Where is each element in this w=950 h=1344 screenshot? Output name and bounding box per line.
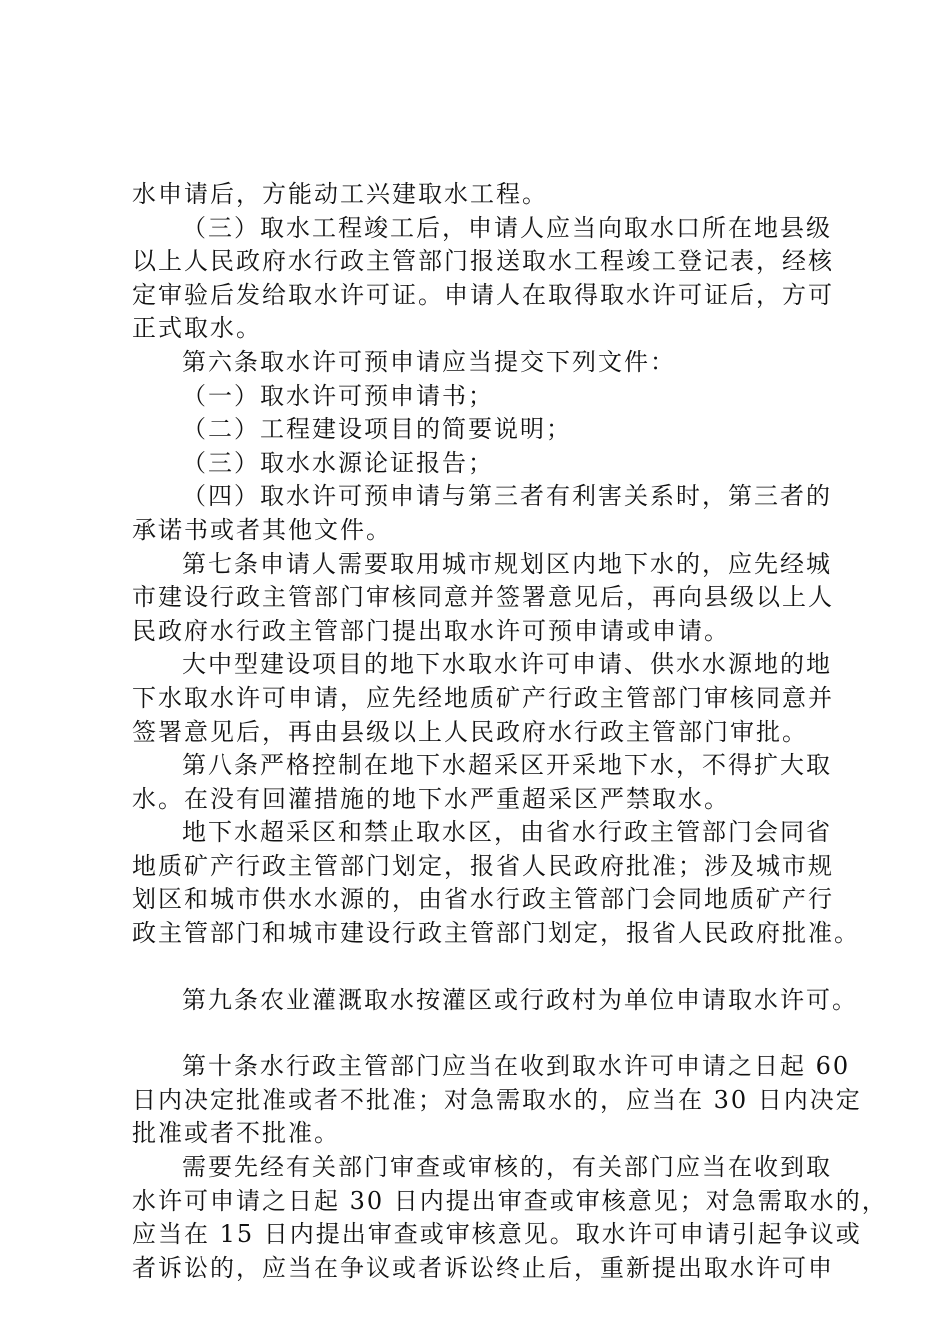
text-line: 者诉讼的，应当在争议或者诉讼终止后，重新提出取水许可申 (132, 1253, 834, 1282)
text-line: 批准或者不批准。 (132, 1119, 340, 1148)
text-line: 水许可申请之日起 30 日内提出审查或审核意见；对急需取水的， (132, 1186, 888, 1215)
text-line: 地质矿产行政主管部门划定，报省人民政府批准；涉及城市规 (132, 851, 834, 880)
text-line: 民政府水行政主管部门提出取水许可预申请或申请。 (132, 616, 730, 645)
text-line: 划区和城市供水水源的，由省水行政主管部门会同地质矿产行 (132, 885, 834, 914)
text-line: 水申请后，方能动工兴建取水工程。 (132, 180, 548, 208)
text-line: 需要先经有关部门审查或审核的，有关部门应当在收到取 (182, 1153, 832, 1182)
article-heading-6: 第六条取水许可预申请应当提交下列文件： (182, 347, 676, 376)
text-line: 大中型建设项目的地下水取水许可申请、供水水源地的地 (182, 650, 832, 679)
text-line: 以上人民政府水行政主管部门报送取水工程竣工登记表，经核 (132, 247, 834, 276)
text-line: 政主管部门和城市建设行政主管部门划定，报省人民政府批准。 (132, 919, 860, 948)
text-line: 水。在没有回灌措施的地下水严重超采区严禁取水。 (132, 784, 730, 813)
list-item: （三）取水水源论证报告； (182, 448, 494, 477)
text-line: 定审验后发给取水许可证。申请人在取得取水许可证后，方可 (132, 280, 834, 309)
text-line: 应当在 15 日内提出审查或审核意见。取水许可申请引起争议或 (132, 1220, 862, 1249)
text-line: 地下水超采区和禁止取水区，由省水行政主管部门会同省 (182, 818, 832, 847)
article-heading-7: 第七条申请人需要取用城市规划区内地下水的，应先经城 (182, 549, 832, 578)
document-body (132, 178, 888, 1285)
article-heading-10: 第十条水行政主管部门应当在收到取水许可申请之日起 60 (182, 1052, 851, 1081)
article-heading-9: 第九条农业灌溉取水按灌区或行政村为单位申请取水许可。 (182, 985, 858, 1014)
list-item: （一）取水许可预申请书； (182, 381, 494, 410)
text-line: 承诺书或者其他文件。 (132, 515, 392, 544)
text-line: 正式取水。 (132, 314, 262, 343)
text-line: 市建设行政主管部门审核同意并签署意见后，再向县级以上人 (132, 583, 834, 612)
list-item: （二）工程建设项目的简要说明； (182, 415, 572, 444)
article-heading-8: 第八条严格控制在地下水超采区开采地下水，不得扩大取 (182, 751, 832, 780)
list-item: （四）取水许可预申请与第三者有利害关系时，第三者的 (182, 482, 832, 511)
text-line: （三）取水工程竣工后，申请人应当向取水口所在地县级 (182, 213, 832, 242)
text-line: 日内决定批准或者不批准；对急需取水的，应当在 30 日内决定 (132, 1085, 862, 1114)
text-line: 下水取水许可申请，应先经地质矿产行政主管部门审核同意并 (132, 683, 834, 712)
text-line: 签署意见后，再由县级以上人民政府水行政主管部门审批。 (132, 717, 808, 746)
